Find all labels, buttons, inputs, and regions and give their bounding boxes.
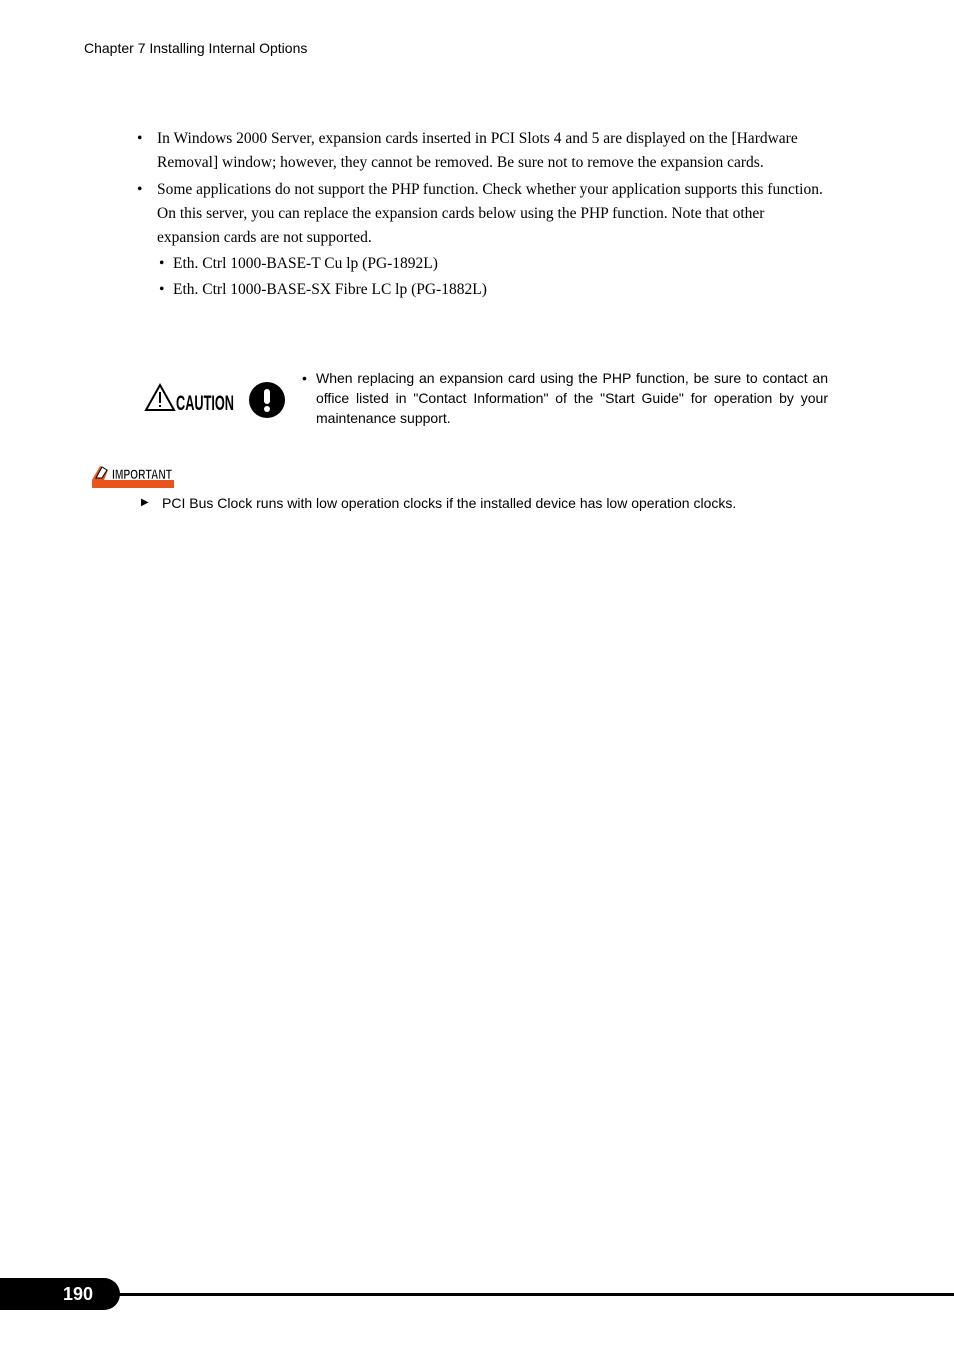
- caution-block: [144, 368, 828, 430]
- caution-text: When replacing an expansion card using the PHP function, be sure to contact an office listed in "Contact Information" of the "Start Guide" for operation by your maintenance support.: [316, 370, 828, 426]
- list-item-extra-text: On this server, you can replace the expansion cards below using the PHP function. Note that other expansion cards are not supported.: [157, 205, 765, 246]
- sub-list-item: [159, 278, 827, 302]
- bullet-marker: •: [137, 181, 143, 198]
- notes-list: [137, 127, 827, 307]
- list-item: [137, 127, 827, 175]
- sub-list-item: [159, 252, 827, 276]
- exclamation-circle-icon: [249, 382, 285, 418]
- list-item-text: Some applications do not support the PHP function. Check whether your application supports this function.: [157, 181, 823, 198]
- bullet-marker: •: [159, 255, 165, 272]
- list-item: [137, 178, 827, 304]
- bullet-marker: •: [159, 281, 165, 298]
- arrow-right-icon: ▶: [141, 497, 149, 508]
- important-label: IMPORTANT: [112, 466, 173, 482]
- important-text: PCI Bus Clock runs with low operation clocks if the installed device has low operation clocks.: [162, 495, 737, 511]
- sub-list-item-text: Eth. Ctrl 1000-BASE-T Cu lp (PG-1892L): [173, 255, 438, 272]
- list-item-text: In Windows 2000 Server, expansion cards inserted in PCI Slots 4 and 5 are displayed on the [Hardware Removal] window; however, they cannot be removed. Be sure not to remove the expansion cards.: [157, 130, 798, 171]
- important-logo: [90, 462, 176, 490]
- bullet-marker: •: [137, 130, 143, 147]
- bullet-marker: •: [302, 370, 307, 386]
- important-item: [141, 493, 841, 513]
- page-number: 190: [0, 1278, 120, 1310]
- sub-list-item-text: Eth. Ctrl 1000-BASE-SX Fibre LC lp (PG-1882L): [173, 281, 487, 298]
- footer-rule: [0, 1293, 954, 1296]
- running-header: Chapter 7 Installing Internal Options: [84, 40, 308, 56]
- caution-label: CAUTION: [176, 392, 234, 415]
- caution-logo: [144, 382, 236, 414]
- caution-text-item: [302, 368, 828, 428]
